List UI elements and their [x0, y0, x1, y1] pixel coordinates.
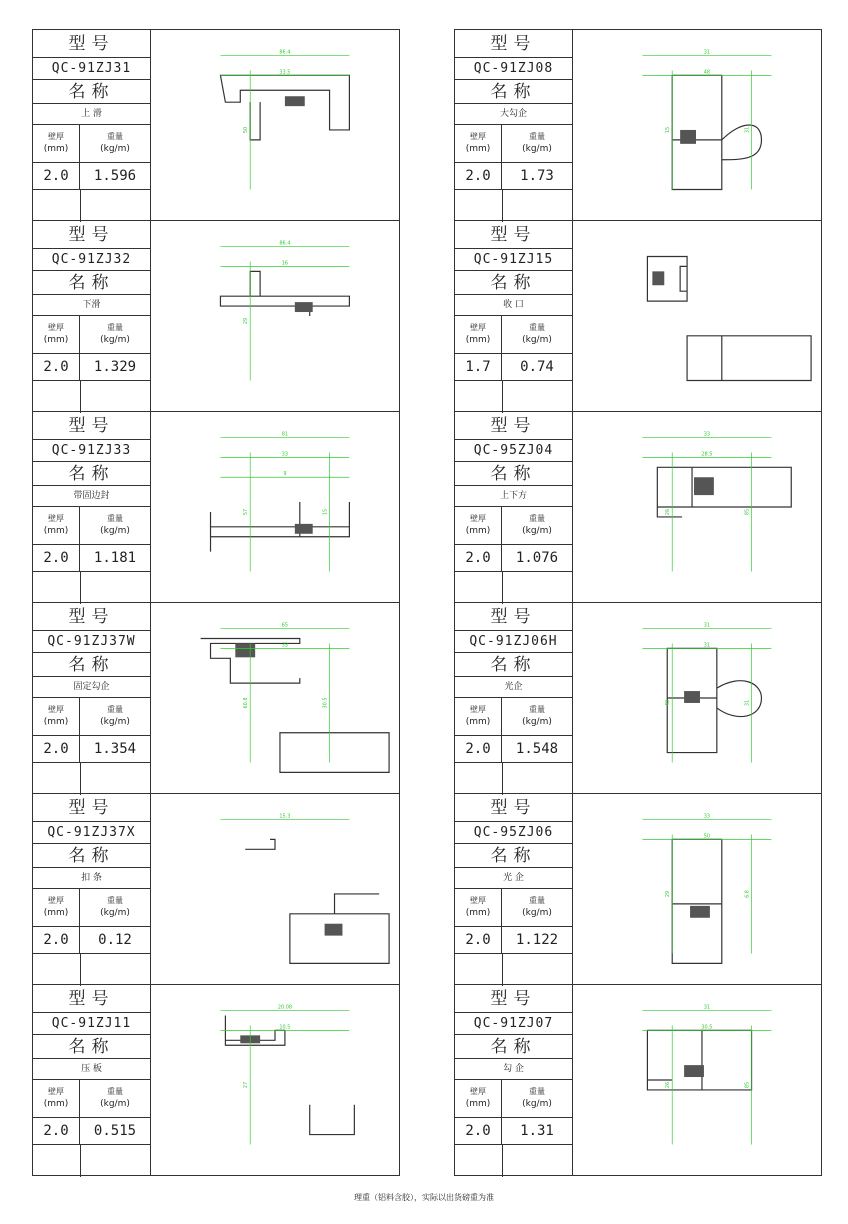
gasket-block [325, 924, 343, 936]
name-label: 名称 [455, 844, 572, 868]
profile-drawing [151, 221, 399, 411]
profile-row [455, 985, 821, 1175]
profile-name: 光 企 [455, 868, 572, 889]
model-code: QC-91ZJ07 [455, 1013, 572, 1035]
model-code: QC-91ZJ11 [33, 1013, 150, 1035]
gasket-block [694, 477, 714, 495]
profile-svg [573, 794, 821, 984]
profile-drawing [573, 603, 821, 793]
profile-drawing [151, 794, 399, 984]
dimension-label: 26 [665, 1081, 672, 1089]
model-code: QC-91ZJ37W [33, 631, 150, 653]
profile-svg [151, 794, 399, 984]
weight-label: 重量 [107, 514, 123, 523]
profile-outline [220, 75, 349, 139]
spec-values [33, 354, 150, 381]
profile-name: 上 滑 [33, 104, 150, 125]
gasket-block [295, 302, 313, 312]
profile-row [455, 30, 821, 221]
profile-row [33, 985, 399, 1175]
weight-value: 1.596 [93, 168, 137, 184]
weight-unit: (kg/m) [522, 717, 552, 727]
dimension-label: 10.5 [279, 1024, 291, 1031]
thickness-value: 2.0 [33, 163, 80, 189]
profile-drawing [573, 412, 821, 602]
spec-values [455, 927, 572, 954]
spec-values [33, 163, 150, 190]
profile-drawing [151, 603, 399, 793]
model-label: 型号 [33, 794, 150, 822]
blank-cell [455, 381, 572, 413]
right-column [454, 29, 822, 1176]
profile-row [33, 603, 399, 794]
gasket-block [684, 1065, 704, 1077]
weight-unit: (kg/m) [100, 908, 130, 918]
profile-outline [672, 839, 722, 963]
profile-svg [151, 412, 399, 602]
model-label: 型号 [33, 985, 150, 1013]
weight-label: 重量 [107, 132, 123, 141]
profile-svg [573, 985, 821, 1175]
profile-svg [151, 603, 399, 793]
profile-svg [573, 30, 821, 220]
thickness-value: 2.0 [455, 927, 502, 953]
blank-cell [455, 763, 572, 795]
thickness-label: 壁厚 [470, 323, 486, 332]
profile-name: 扣 条 [33, 868, 150, 889]
profile-outline [245, 839, 389, 963]
dimension-label: 20.08 [277, 1004, 293, 1011]
spec-values [33, 1118, 150, 1145]
weight-unit: (kg/m) [522, 335, 552, 345]
weight-unit: (kg/m) [522, 526, 552, 536]
blank-cell [33, 1145, 150, 1177]
weight-label: 重量 [529, 514, 545, 523]
spec-header [33, 316, 150, 354]
thickness-label: 壁厚 [470, 514, 486, 523]
profile-row [455, 794, 821, 985]
model-code: QC-91ZJ31 [33, 58, 150, 80]
blank-cell [455, 954, 572, 986]
weight-label: 重量 [529, 1087, 545, 1096]
profile-svg [151, 221, 399, 411]
profile-info [455, 412, 573, 602]
model-code: QC-95ZJ06 [455, 822, 572, 844]
thickness-value: 2.0 [455, 163, 502, 189]
thickness-unit: (mm) [43, 526, 69, 536]
weight-label: 重量 [107, 323, 123, 332]
blank-cell [33, 572, 150, 604]
thickness-value: 2.0 [33, 354, 80, 380]
model-code: QC-91ZJ37X [33, 822, 150, 844]
name-label: 名称 [455, 271, 572, 295]
profile-outline [647, 256, 811, 380]
thickness-value: 2.0 [33, 736, 80, 762]
spec-header [455, 889, 572, 927]
thickness-value: 2.0 [33, 545, 80, 571]
model-code: QC-91ZJ32 [33, 249, 150, 271]
thickness-unit: (mm) [465, 526, 491, 536]
spec-header [455, 316, 572, 354]
weight-label: 重量 [529, 323, 545, 332]
thickness-label: 壁厚 [48, 896, 64, 905]
dimension-label: 57 [243, 508, 250, 516]
weight-unit: (kg/m) [100, 1099, 130, 1109]
name-label: 名称 [455, 1035, 572, 1059]
dimension-label: 15 [322, 508, 329, 516]
weight-value: 0.12 [98, 932, 132, 948]
footer-note: 理重（铝料含胶），实际以出货磅重为准 [354, 1193, 494, 1202]
spec-values [455, 736, 572, 763]
thickness-unit: (mm) [43, 1099, 69, 1109]
dimension-label: 16 [281, 260, 289, 267]
profile-name: 上下方 [455, 486, 572, 507]
profile-drawing [151, 412, 399, 602]
dimension-label: 6.8 [744, 890, 751, 898]
dimension-label: 15.3 [279, 813, 291, 820]
spec-header [455, 1080, 572, 1118]
profile-row [455, 603, 821, 794]
thickness-unit: (mm) [465, 717, 491, 727]
thickness-unit: (mm) [43, 335, 69, 345]
blank-cell [455, 190, 572, 222]
profile-info [455, 221, 573, 411]
dimension-label: 27 [243, 1081, 250, 1089]
weight-unit: (kg/m) [100, 526, 130, 536]
profile-svg [573, 221, 821, 411]
blank-cell [33, 763, 150, 795]
spec-header [33, 1080, 150, 1118]
spec-header [33, 125, 150, 163]
gasket-block [285, 96, 305, 106]
thickness-value: 2.0 [455, 1118, 502, 1144]
profile-row [33, 412, 399, 603]
dimension-label: 30.5 [701, 1024, 713, 1031]
name-label: 名称 [455, 653, 572, 677]
profile-drawing [151, 985, 399, 1175]
model-code: QC-95ZJ04 [455, 440, 572, 462]
weight-value: 1.31 [520, 1123, 554, 1139]
weight-value: 0.74 [520, 359, 554, 375]
model-label: 型号 [33, 221, 150, 249]
thickness-label: 壁厚 [470, 705, 486, 714]
profile-row [33, 30, 399, 221]
model-label: 型号 [33, 412, 150, 440]
dimension-label: 31 [744, 126, 751, 134]
spec-header [33, 507, 150, 545]
profile-info [33, 221, 151, 411]
weight-unit: (kg/m) [100, 335, 130, 345]
dimension-label: 86.4 [279, 49, 291, 56]
model-code: QC-91ZJ33 [33, 440, 150, 462]
model-label: 型号 [455, 412, 572, 440]
name-label: 名称 [33, 1035, 150, 1059]
profile-row [455, 221, 821, 412]
left-column [32, 29, 400, 1176]
thickness-label: 壁厚 [48, 323, 64, 332]
spec-header [455, 698, 572, 736]
profile-name: 大勾企 [455, 104, 572, 125]
profile-name: 下滑 [33, 295, 150, 316]
dimension-label: 48 [665, 699, 672, 707]
model-label: 型号 [455, 794, 572, 822]
spec-values [33, 927, 150, 954]
weight-value: 1.076 [515, 550, 559, 566]
thickness-unit: (mm) [465, 335, 491, 345]
profile-name: 勾 企 [455, 1059, 572, 1080]
spec-header [33, 889, 150, 927]
gasket-block [684, 691, 700, 703]
spec-header [455, 507, 572, 545]
profile-info [33, 603, 151, 793]
thickness-label: 壁厚 [470, 896, 486, 905]
dimension-label: 85 [744, 1081, 751, 1089]
dimension-label: 26 [665, 508, 672, 516]
profile-info [33, 412, 151, 602]
dimension-label: 86.4 [279, 240, 291, 247]
dimension-label: 33 [281, 642, 289, 649]
dimension-label: 60.8 [243, 697, 250, 709]
weight-unit: (kg/m) [522, 1099, 552, 1109]
profile-svg [573, 603, 821, 793]
profile-info [455, 794, 573, 984]
profile-svg [151, 30, 399, 220]
weight-value: 1.548 [515, 741, 559, 757]
spec-values [33, 545, 150, 572]
thickness-label: 壁厚 [470, 132, 486, 141]
dimension-label: 30.5 [322, 697, 329, 709]
dimension-label: 33 [703, 813, 711, 820]
name-label: 名称 [455, 80, 572, 104]
profile-drawing [573, 30, 821, 220]
dimension-label: 31 [744, 699, 751, 707]
profile-svg [573, 412, 821, 602]
model-code: QC-91ZJ15 [455, 249, 572, 271]
dimension-label: 9 [283, 471, 287, 478]
thickness-unit: (mm) [465, 908, 491, 918]
thickness-unit: (mm) [43, 144, 69, 154]
profile-outline [225, 1016, 354, 1135]
thickness-unit: (mm) [465, 144, 491, 154]
profile-drawing [573, 985, 821, 1175]
weight-label: 重量 [529, 132, 545, 141]
weight-unit: (kg/m) [522, 144, 552, 154]
name-label: 名称 [33, 653, 150, 677]
profile-drawing [151, 30, 399, 220]
profile-outline [657, 467, 791, 517]
dimension-label: 31 [703, 622, 711, 629]
dimension-label: 31 [703, 49, 711, 56]
profile-name: 光企 [455, 677, 572, 698]
thickness-unit: (mm) [465, 1099, 491, 1109]
dimension-label: 29 [665, 890, 672, 898]
spec-values [455, 1118, 572, 1145]
dimension-label: 15 [665, 126, 672, 134]
model-code: QC-91ZJ06H [455, 631, 572, 653]
gasket-block [690, 906, 710, 918]
weight-value: 1.329 [93, 359, 137, 375]
weight-value: 0.515 [93, 1123, 137, 1139]
model-label: 型号 [455, 985, 572, 1013]
weight-label: 重量 [529, 705, 545, 714]
profile-name: 收 口 [455, 295, 572, 316]
thickness-label: 壁厚 [48, 705, 64, 714]
gasket-block [652, 271, 664, 285]
profile-row [455, 412, 821, 603]
spec-header [455, 125, 572, 163]
thickness-value: 2.0 [33, 1118, 80, 1144]
weight-label: 重量 [107, 896, 123, 905]
weight-label: 重量 [107, 1087, 123, 1096]
dimension-label: 48 [703, 69, 711, 76]
profile-name: 带固边封 [33, 486, 150, 507]
weight-value: 1.354 [93, 741, 137, 757]
weight-unit: (kg/m) [100, 144, 130, 154]
spec-values [33, 736, 150, 763]
name-label: 名称 [33, 271, 150, 295]
weight-value: 1.122 [515, 932, 559, 948]
thickness-unit: (mm) [43, 908, 69, 918]
blank-cell [33, 381, 150, 413]
weight-value: 1.73 [520, 168, 554, 184]
thickness-label: 壁厚 [48, 514, 64, 523]
dimension-label: 33.5 [279, 69, 291, 76]
dimension-label: 50 [703, 833, 711, 840]
blank-cell [455, 572, 572, 604]
dimension-label: 65 [281, 622, 289, 629]
dimension-label: 29 [243, 317, 250, 325]
name-label: 名称 [455, 462, 572, 486]
blank-cell [455, 1145, 572, 1177]
profile-name: 压 板 [33, 1059, 150, 1080]
weight-unit: (kg/m) [522, 908, 552, 918]
model-label: 型号 [33, 603, 150, 631]
profile-drawing [573, 794, 821, 984]
thickness-value: 2.0 [455, 736, 502, 762]
profile-info [455, 603, 573, 793]
profile-info [33, 794, 151, 984]
profile-drawing [573, 221, 821, 411]
model-label: 型号 [33, 30, 150, 58]
profile-row [33, 221, 399, 412]
profile-info [455, 985, 573, 1175]
weight-label: 重量 [107, 705, 123, 714]
model-label: 型号 [455, 603, 572, 631]
blank-cell [33, 954, 150, 986]
dimension-label: 31 [703, 1004, 711, 1011]
model-code: QC-91ZJ08 [455, 58, 572, 80]
profile-outline [201, 638, 389, 772]
dimension-label: 33 [703, 431, 711, 438]
spec-values [455, 354, 572, 381]
thickness-value: 1.7 [455, 354, 502, 380]
dimension-label: 28.5 [701, 451, 713, 458]
thickness-value: 2.0 [33, 927, 80, 953]
thickness-unit: (mm) [43, 717, 69, 727]
gasket-block [235, 643, 255, 657]
gasket-block [295, 524, 313, 534]
spec-values [455, 163, 572, 190]
thickness-label: 壁厚 [470, 1087, 486, 1096]
profile-info [33, 985, 151, 1175]
profile-info [455, 30, 573, 220]
name-label: 名称 [33, 80, 150, 104]
thickness-label: 壁厚 [48, 132, 64, 141]
spec-values [455, 545, 572, 572]
model-label: 型号 [455, 221, 572, 249]
name-label: 名称 [33, 462, 150, 486]
profile-outline [647, 1030, 751, 1090]
profile-name: 固定勾企 [33, 677, 150, 698]
profile-outline [220, 271, 349, 316]
weight-value: 1.181 [93, 550, 137, 566]
thickness-value: 2.0 [455, 545, 502, 571]
weight-unit: (kg/m) [100, 717, 130, 727]
profile-row [33, 794, 399, 985]
blank-cell [33, 190, 150, 222]
dimension-label: 85 [744, 508, 751, 516]
dimension-label: 81 [281, 431, 289, 438]
dimension-label: 31 [703, 642, 711, 649]
weight-label: 重量 [529, 896, 545, 905]
gasket-block [680, 130, 696, 144]
profile-svg [151, 985, 399, 1175]
name-label: 名称 [33, 844, 150, 868]
model-label: 型号 [455, 30, 572, 58]
spec-header [33, 698, 150, 736]
dimension-label: 33 [281, 451, 289, 458]
thickness-label: 壁厚 [48, 1087, 64, 1096]
dimension-label: 50 [243, 126, 250, 134]
profile-info [33, 30, 151, 220]
